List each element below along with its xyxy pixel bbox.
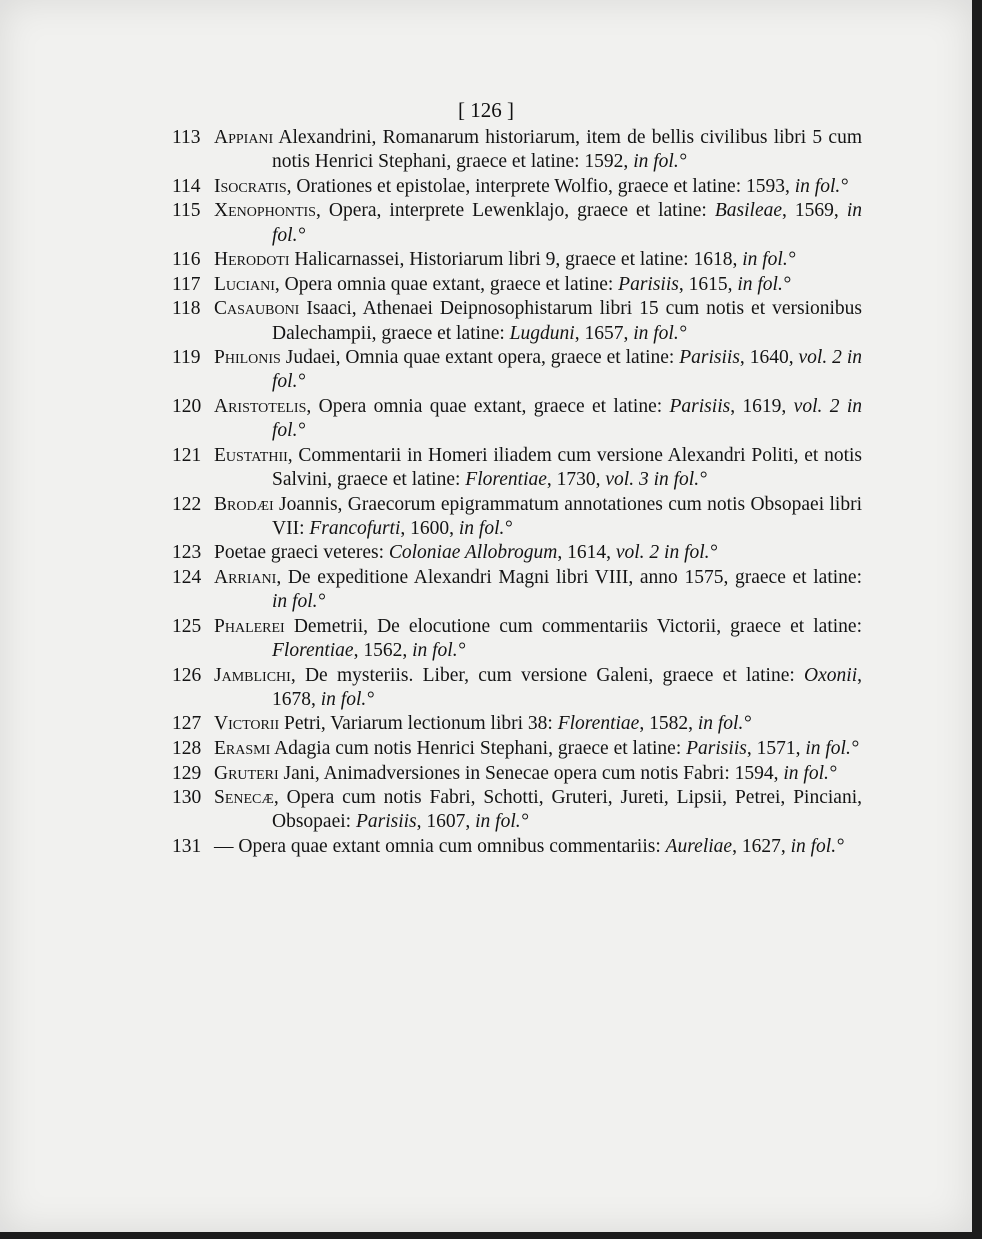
entry-title: — Opera quae extant omnia cum omnibus commentariis:: [214, 835, 666, 857]
entry-number: 131: [172, 835, 202, 857]
format-note: in fol.°: [320, 688, 375, 710]
entry-number: 124: [172, 566, 202, 588]
entry-number: 127: [172, 713, 202, 735]
author-name: Victorii: [214, 713, 280, 735]
entry-title: , Opera omnia quae extant, graece et latine:: [274, 273, 619, 295]
publication-year: , 1571,: [746, 737, 806, 759]
format-note: vol. 2 in fol.°: [272, 347, 862, 393]
entry-number: 121: [172, 444, 202, 466]
publication-year: , 1569,: [782, 200, 847, 222]
catalogue-entry: [172, 664, 862, 713]
catalogue-entry: [172, 493, 862, 542]
entry-title: , Commentarii in Homeri iliadem cum versione Alexandri Politi, et notis Salvini, graece et latine:: [272, 444, 862, 490]
entry-number: 122: [172, 493, 202, 515]
publication-place: Basileae: [714, 200, 783, 222]
publication-place: Lugduni: [509, 322, 575, 344]
author-name: Luciani: [214, 273, 275, 295]
entry-title: Poetae graeci veteres:: [214, 542, 389, 564]
entry-title: Alexandrini, Romanarum historiarum, item de bellis civilibus libri 5 cum notis Henrici Stephani, graece et latine: 1592,: [272, 127, 862, 173]
author-name: Gruteri: [214, 762, 279, 784]
format-note: in fol.°: [697, 713, 752, 735]
entry-title: Halicarnassei, Historiarum libri 9, graece et latine: 1618,: [289, 249, 743, 271]
catalogue-entry: [172, 395, 862, 444]
publication-year: , 1582,: [639, 713, 698, 735]
entry-title: , Opera, interprete Lewenklajo, graece et latine:: [315, 200, 715, 222]
format-note: vol. 3 in fol.°: [605, 468, 707, 490]
format-note: in fol.°: [412, 639, 466, 661]
scan-edge-bottom: [0, 1232, 982, 1239]
entry-number: 114: [172, 175, 201, 197]
format-note: vol. 2 in fol.°: [272, 395, 863, 442]
publication-place: Parisiis: [679, 347, 740, 369]
author-name: Xenophontis: [214, 200, 316, 222]
entry-number: 123: [172, 542, 202, 564]
entry-number: 128: [172, 737, 202, 759]
author-name: Philonis: [214, 347, 281, 369]
entry-number: 125: [172, 615, 202, 637]
publication-place: Florentiae: [557, 713, 640, 735]
author-name: Jamblichi: [214, 664, 291, 686]
entry-number: 115: [172, 200, 201, 222]
author-name: Appiani: [214, 127, 274, 148]
page-number: [ 126 ]: [458, 98, 514, 122]
publication-year: , 1730,: [546, 468, 606, 490]
catalogue-entry: [172, 199, 862, 248]
author-name: Casauboni: [214, 298, 300, 320]
publication-year: , 1678,: [272, 664, 862, 710]
catalogue-entry: [172, 762, 862, 787]
entry-number: 113: [172, 127, 201, 148]
publication-year: , 1640,: [739, 347, 799, 369]
entry-number: 130: [172, 787, 202, 809]
catalogue-entry: [172, 615, 862, 664]
catalogue-entry-list: [172, 126, 862, 860]
publication-year: , 1562,: [353, 639, 413, 661]
entry-number: 118: [172, 298, 201, 320]
entry-title: , Opera omnia quae extant, graece et latine:: [306, 395, 670, 417]
publication-place: Francofurti: [309, 517, 401, 539]
format-note: in fol.°: [737, 273, 791, 295]
entry-number: 129: [172, 762, 202, 784]
catalogue-entry: [172, 126, 862, 175]
publication-place: Florentiae: [272, 639, 354, 661]
entry-number: 117: [172, 273, 201, 295]
catalogue-entry: [172, 737, 862, 762]
author-name: Brodæi: [214, 493, 274, 515]
format-note: in fol.°: [475, 811, 529, 833]
format-note: vol. 2 in fol.°: [615, 542, 718, 564]
format-note: in fol.°: [633, 322, 687, 344]
publication-place: Oxonii: [804, 664, 858, 686]
format-note: in fol.°: [805, 737, 859, 759]
publication-year: , 1607,: [416, 811, 476, 833]
entry-number: 126: [172, 664, 202, 686]
publication-year: , 1627,: [732, 835, 791, 857]
author-name: Senecæ: [214, 787, 274, 809]
entry-title: , Opera cum notis Fabri, Schotti, Gruteri, Jureti, Lipsii, Petrei, Pinciani, Obsopaei:: [272, 787, 862, 833]
publication-place: Aureliae: [665, 835, 733, 857]
author-name: Isocratis: [214, 175, 287, 197]
entry-title: Joannis, Graecorum epigrammatum annotationes cum notis Obsopaei libri VII:: [272, 493, 862, 539]
entry-number: 119: [172, 347, 201, 369]
publication-place: Florentiae: [465, 468, 547, 490]
catalogue-entry: [172, 297, 862, 346]
catalogue-entry: [172, 712, 862, 737]
publication-year: , 1600,: [400, 517, 459, 539]
publication-place: Parisiis: [669, 395, 731, 417]
entry-title: Adagia cum notis Henrici Stephani, graece et latine:: [270, 737, 687, 759]
entry-title: , Orationes et epistolae, interprete Wolfio, graece et latine: 1593,: [286, 175, 795, 197]
author-name: Aristotelis: [214, 395, 307, 417]
format-note: in fol.°: [458, 517, 513, 539]
publication-place: Parisiis: [355, 811, 417, 833]
catalogue-entry: [172, 786, 862, 835]
catalogue-entry: [172, 273, 862, 298]
publication-year: , 1619,: [730, 395, 794, 417]
publication-place: Parisiis: [686, 737, 747, 759]
format-note: in fol.°: [794, 175, 849, 197]
catalogue-entry: [172, 175, 862, 200]
format-note: in fol.°: [790, 835, 844, 857]
entry-title: Isaaci, Athenaei Deipnosophistarum libri 15 cum notis et versionibus Dalechampii, graece et latine:: [272, 298, 862, 344]
author-name: Arriani: [214, 566, 277, 588]
entry-number: 116: [172, 249, 201, 271]
entry-title: Demetrii, De elocutione cum commentariis Victorii, graece et latine:: [284, 615, 862, 637]
entry-title: , De expeditione Alexandri Magni libri VIII, anno 1575, graece et latine:: [276, 566, 862, 588]
entry-number: 120: [172, 395, 202, 417]
format-note: in fol.°: [272, 200, 862, 246]
publication-year: , 1657,: [574, 322, 634, 344]
catalogue-entry: [172, 541, 862, 566]
catalogue-entry: [172, 566, 862, 615]
publication-place: Parisiis: [618, 273, 679, 295]
entry-title: Judaei, Omnia quae extant opera, graece et latine:: [280, 347, 680, 369]
catalogue-entry: [172, 346, 862, 395]
author-name: Herodoti: [214, 249, 290, 271]
author-name: Phalerei: [214, 615, 285, 637]
catalogue-entry: [172, 835, 862, 860]
catalogue-entry: [172, 248, 862, 273]
publication-year: , 1615,: [678, 273, 738, 295]
format-note: in fol.°: [272, 591, 326, 613]
format-note: in fol.°: [742, 249, 796, 271]
entry-title: Petri, Variarum lectionum libri 38:: [279, 713, 558, 735]
format-note: in fol.°: [633, 151, 687, 173]
publication-year: , 1614,: [557, 542, 616, 564]
author-name: Erasmi: [214, 737, 271, 759]
publication-place: Coloniae Allobrogum: [388, 542, 558, 564]
scan-edge-right: [972, 0, 982, 1239]
format-note: in fol.°: [783, 762, 837, 784]
entry-title: Jani, Animadversiones in Senecae opera cum notis Fabri: 1594,: [278, 762, 784, 784]
catalogue-entry: [172, 444, 862, 493]
author-name: Eustathii: [214, 444, 288, 466]
entry-title: , De mysteriis. Liber, cum versione Galeni, graece et latine:: [290, 664, 805, 686]
